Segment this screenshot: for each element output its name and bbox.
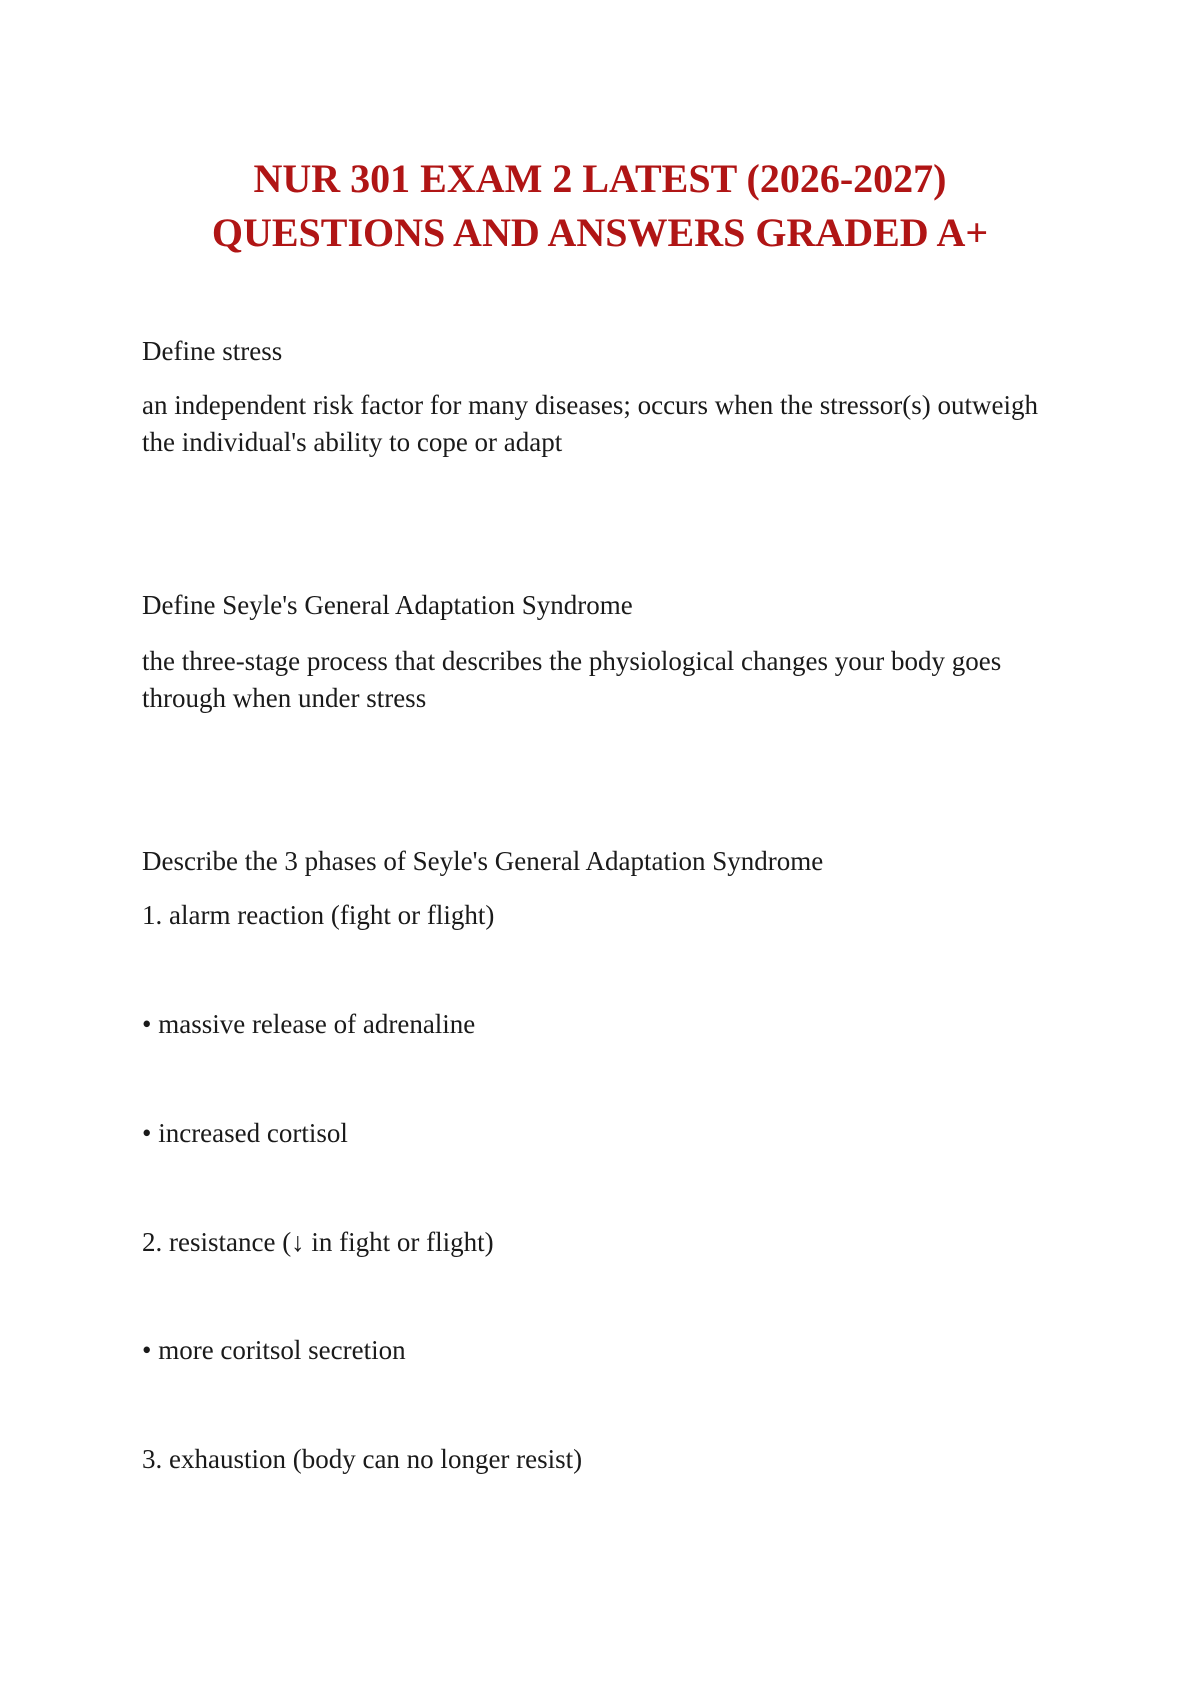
answer-3-line-5: • more coritsol secretion [142, 1335, 406, 1365]
answer-2: the three-stage process that describes the physiological changes your body goes through when under stress [142, 646, 1002, 713]
question-3: Describe the 3 phases of Seyle's General Adaptation Syndrome [142, 846, 824, 876]
answer-3-line-2: • massive release of adrenaline [142, 1009, 476, 1039]
title-line-2: QUESTIONS AND ANSWERS GRADED A+ [211, 210, 989, 255]
question-1: Define stress [142, 336, 283, 366]
answer-1: an independent risk factor for many diseases; occurs when the stressor(s) outweigh the individual's ability to cope or adapt [142, 390, 1038, 457]
title-line-1: NUR 301 EXAM 2 LATEST (2026-2027) [253, 156, 947, 201]
answer-3-line-1: 1. alarm reaction (fight or flight) [142, 900, 495, 930]
document-title [0, 152, 1200, 260]
answer-3-line-4: 2. resistance (↓ in fight or flight) [142, 1227, 494, 1257]
answer-3-line-6: 3. exhaustion (body can no longer resist) [142, 1444, 583, 1474]
answer-3-line-3: • increased cortisol [142, 1118, 348, 1148]
question-2: Define Seyle's General Adaptation Syndrome [142, 590, 633, 620]
